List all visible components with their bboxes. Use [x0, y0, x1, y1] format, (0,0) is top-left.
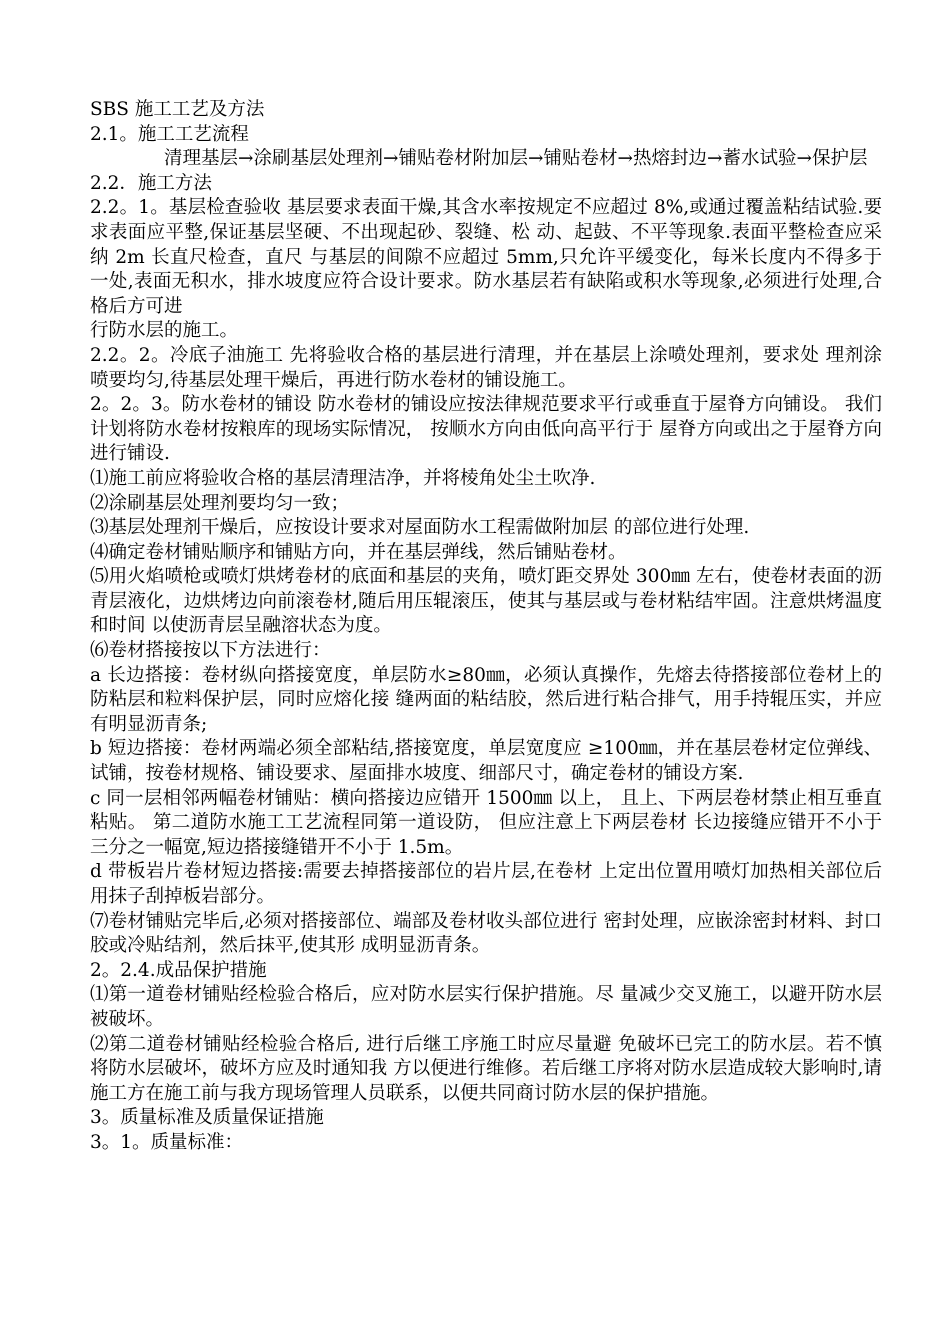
list-item-2: ⑵涂刷基层处理剂要均匀一致； — [90, 492, 350, 514]
list-item-6: ⑹卷材搭接按以下方法进行： — [90, 640, 331, 662]
list-item-5: ⑸用火焰喷枪或喷灯烘烤卷材的底面和基层的夹角，喷灯距交界处 300㎜ 左右，使卷材表面的沥青层液化，边烘烤边向前滚卷材,随后用压辊滚压，使其与基层或与卷材粘结牢固。注意烘烤温度和时间 以使沥青层呈融溶状态为度。 — [90, 566, 882, 637]
document-title: SBS 施工工艺及方法 — [90, 99, 265, 120]
document-page — [90, 98, 882, 1156]
section-heading-2-2-4: 2。2.4.成品保护措施 — [90, 959, 267, 981]
paragraph-primer: 2.2。2。冷底子油施工 先将验收合格的基层进行清理，并在基层上涂喷处理剂，要求处 理剂涂喷要均匀,待基层处理干燥后，再进行防水卷材的铺设施工。 — [90, 344, 882, 391]
sub-item-b: b 短边搭接：卷材两端必须全部粘结,搭接宽度，单层宽度应 ≥100㎜，并在基层卷材定位弹线、试铺，按卷材规格、铺设要求、屋面排水坡度、细部尺寸，确定卷材的铺设方案. — [90, 738, 882, 785]
section-heading-3: 3。质量标准及质量保证措施 — [90, 1107, 324, 1129]
paragraph-membrane-laying: 2。2。3。防水卷材的铺设 防水卷材的铺设应按法律规范要求平行或垂直于屋脊方向铺设。 我们 计划将防水卷材按粮库的现场实际情况， 按顺水方向由低向高平行于 屋脊方向或出之于屋脊方向进行铺设. — [90, 394, 882, 465]
section-heading-2-2: 2.2．施工方法 — [90, 172, 212, 194]
sub-item-c: c 同一层相邻两幅卷材铺贴：横向搭接边应错开 1500㎜ 以上， 且上、下两层卷材禁止相互垂直粘贴。 第二道防水施工工艺流程同第一道设防， 但应注意上下两层卷材 长边接缝应错开不小于三分之一幅宽,短边搭接缝错开不小于 1.5m。 — [90, 787, 882, 858]
sub-item-a: a 长边搭接：卷材纵向搭接宽度，单层防水≥80㎜，必须认真操作，先熔去待搭接部位卷材上的防粘层和粒料保护层，同时应熔化接 缝两面的粘结胶，然后进行粘合排气，用手持辊压实，并应有明显沥青条; — [90, 664, 882, 735]
list-item-1: ⑴施工前应将验收合格的基层清理洁净，并将棱角处尘土吹净. — [90, 467, 596, 489]
section-heading-2-1: 2.1。施工工艺流程 — [90, 123, 249, 145]
sub-item-d: d 带板岩片卷材短边搭接:需要去掉搭接部位的岩片层,在卷材 上定出位置用喷灯加热相关部位后用抹子刮掉板岩部分。 — [90, 861, 882, 907]
protection-item-2: ⑵第二道卷材铺贴经检验合格后, 进行后继工序施工时应尽量避 免破坏已完工的防水层。若不慎将防水层破坏，破坏方应及时通知我 方以便进行维修。若后继工序将对防水层造成较大影响时,请施工方在施工前与我方现场管理人员联系，以便共同商讨防水层的保护措施。 — [90, 1033, 882, 1104]
protection-item-1: ⑴第一道卷材铺贴经检验合格后，应对防水层实行保护措施。尽 量减少交叉施工，以避开防水层被破坏。 — [90, 984, 882, 1030]
process-flow-text: 清理基层→涂刷基层处理剂→铺贴卷材附加层→铺贴卷材→热熔封边→蓄水试验→保护层 — [164, 148, 868, 170]
paragraph-base-inspection-end: 行防水层的施工。 — [90, 320, 239, 342]
section-heading-3-1: 3。1。质量标准： — [90, 1131, 244, 1153]
list-item-4: ⑷确定卷材铺贴顺序和铺贴方向，并在基层弹线，然后铺贴卷材。 — [90, 541, 627, 563]
list-item-7: ⑺卷材铺贴完毕后,必须对搭接部位、端部及卷材收头部位进行 密封处理，应嵌涂密封材料、封口胶或冷贴结剂，然后抹平,使其形 成明显沥青条。 — [90, 910, 882, 957]
list-item-3: ⑶基层处理剂干燥后，应按设计要求对屋面防水工程需做附加层 的部位进行处理. — [90, 517, 750, 539]
paragraph-base-inspection: 2.2。1。基层检查验收 基层要求表面干燥,其含水率按规定不应超过 8%,或通过覆盖粘结试验.要求表面应平整,保证基层坚硬、不出现起砂、裂缝、松 动、起鼓、不平等现象.表面平整检查应采纳 2m 长直尺检查，直尺 与基层的间隙不应超过 5mm,只允许平缓变化，每米长度内不得多于 一处,表面无积水，排水坡度应符合设计要求。防水基层若有缺陷或积水等现象,必须进行处理,合格后方可进 — [90, 197, 882, 317]
